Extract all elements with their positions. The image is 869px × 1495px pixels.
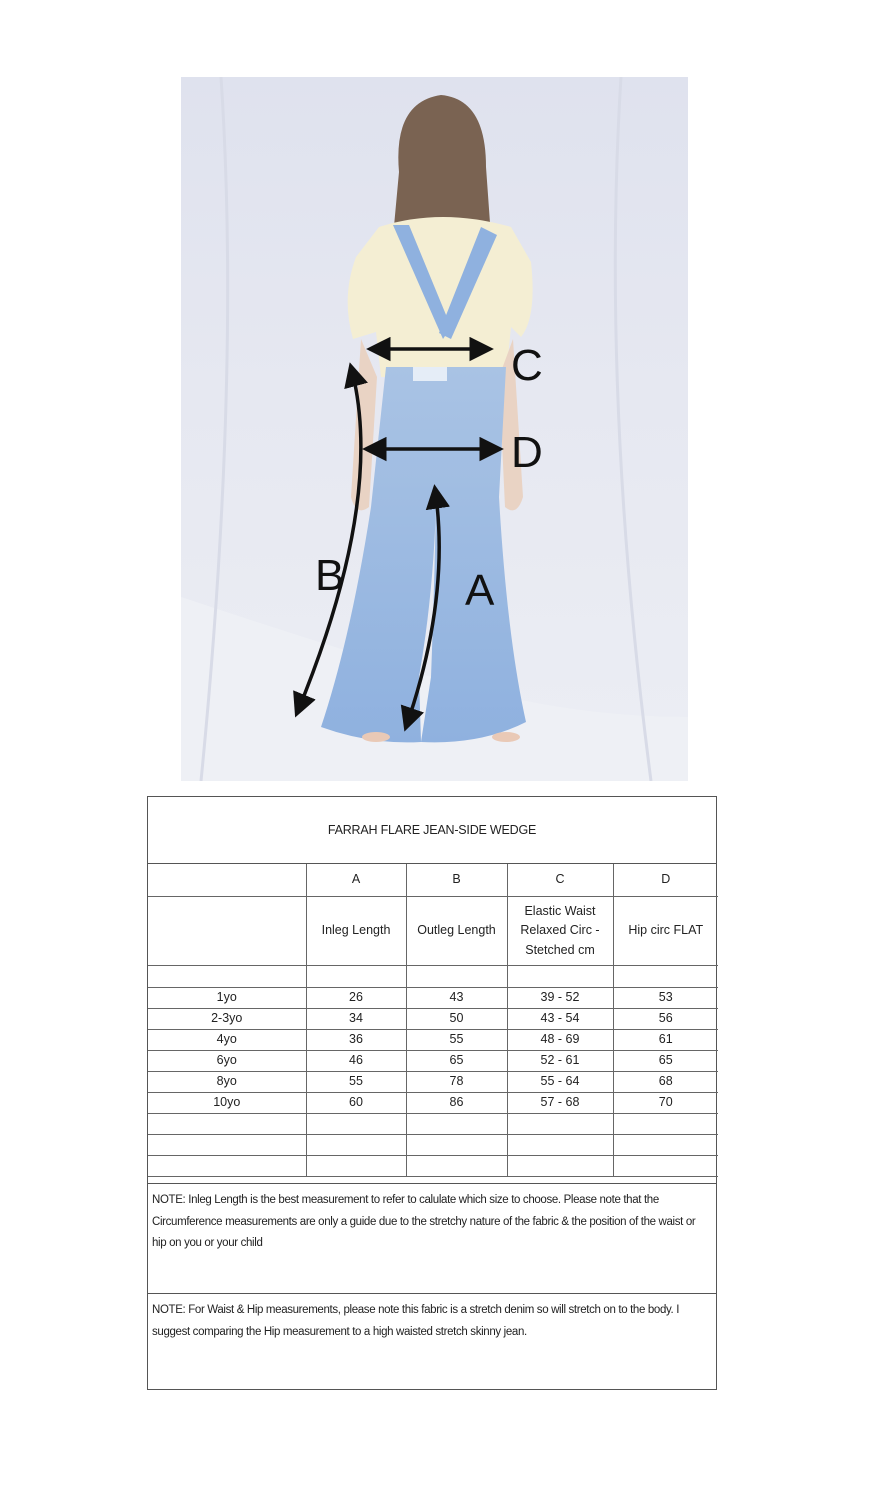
- hip-cell: 61: [613, 1030, 718, 1051]
- empty-cell: [613, 1114, 718, 1135]
- empty-cell: [148, 1114, 306, 1135]
- outleg-cell: 55: [406, 1030, 507, 1051]
- table-row: [148, 1051, 718, 1072]
- empty-cell: [306, 1114, 406, 1135]
- empty-cell: [613, 1156, 718, 1177]
- header-waist: Elastic Waist Relaxed Circ - Stetched cm: [507, 897, 613, 966]
- waist-cell: 48 - 69: [507, 1030, 613, 1051]
- empty-cell: [406, 1135, 507, 1156]
- empty-cell: [148, 864, 306, 897]
- size-cell: 1yo: [148, 988, 306, 1009]
- chart-title: FARRAH FLARE JEAN-SIDE WEDGE: [148, 797, 716, 864]
- empty-cell: [613, 1135, 718, 1156]
- product-photo: [181, 77, 688, 781]
- left-arm: [351, 339, 377, 510]
- empty-cell: [306, 1135, 406, 1156]
- hip-cell: 53: [613, 988, 718, 1009]
- stretch-note: NOTE: For Waist & Hip measurements, please note this fabric is a stretch denim so will stretch on to the body. I suggest comparing the Hip measurement to a high waisted stretch skinny jean.: [148, 1293, 716, 1391]
- letter-d: D: [613, 864, 718, 897]
- letter-a: A: [306, 864, 406, 897]
- empty-cell: [507, 1135, 613, 1156]
- table-row: [148, 1093, 718, 1114]
- size-cell: 10yo: [148, 1093, 306, 1114]
- header-inleg: Inleg Length: [306, 897, 406, 966]
- empty-row: [148, 1135, 718, 1156]
- table-row: [148, 1030, 718, 1051]
- letter-b: B: [406, 864, 507, 897]
- size-table: [148, 864, 718, 1177]
- backdrop-crease: [615, 77, 651, 781]
- empty-cell: [507, 966, 613, 988]
- shirt: [348, 217, 533, 377]
- foot: [492, 732, 520, 742]
- table-row: [148, 988, 718, 1009]
- spacer-row: [148, 966, 718, 988]
- header-row: [148, 897, 718, 966]
- header-outleg: Outleg Length: [406, 897, 507, 966]
- empty-cell: [148, 897, 306, 966]
- inleg-cell: 36: [306, 1030, 406, 1051]
- empty-cell: [406, 1156, 507, 1177]
- hip-cell: 65: [613, 1051, 718, 1072]
- empty-cell: [613, 966, 718, 988]
- outleg-cell: 50: [406, 1009, 507, 1030]
- table-row: [148, 1009, 718, 1030]
- label-c: C: [511, 341, 543, 390]
- table-row: [148, 1072, 718, 1093]
- waist-cell: 55 - 64: [507, 1072, 613, 1093]
- size-cell: 6yo: [148, 1051, 306, 1072]
- waist-cell: 43 - 54: [507, 1009, 613, 1030]
- hip-cell: 68: [613, 1072, 718, 1093]
- size-cell: 8yo: [148, 1072, 306, 1093]
- outleg-cell: 78: [406, 1072, 507, 1093]
- empty-cell: [306, 966, 406, 988]
- empty-row: [148, 1114, 718, 1135]
- inleg-cell: 55: [306, 1072, 406, 1093]
- label-a: A: [465, 566, 495, 615]
- empty-cell: [148, 966, 306, 988]
- waist-tag: [413, 367, 447, 381]
- inleg-cell: 34: [306, 1009, 406, 1030]
- label-b: B: [315, 551, 345, 600]
- inleg-note: NOTE: Inleg Length is the best measurement to refer to calulate which size to choose. Please note that the Circumference measurements are only a guide due to the stretchy nature of the fabric & the position of the waist or hip on you or your child: [148, 1183, 716, 1293]
- hip-cell: 56: [613, 1009, 718, 1030]
- empty-cell: [306, 1156, 406, 1177]
- inleg-cell: 46: [306, 1051, 406, 1072]
- empty-cell: [148, 1135, 306, 1156]
- size-chart: [147, 796, 717, 1390]
- letter-c: C: [507, 864, 613, 897]
- empty-cell: [507, 1114, 613, 1135]
- outleg-cell: 43: [406, 988, 507, 1009]
- waist-cell: 57 - 68: [507, 1093, 613, 1114]
- header-hip: Hip circ FLAT: [613, 897, 718, 966]
- hip-cell: 70: [613, 1093, 718, 1114]
- inleg-cell: 60: [306, 1093, 406, 1114]
- label-d: D: [511, 428, 543, 477]
- letter-row: [148, 864, 718, 897]
- empty-cell: [148, 1156, 306, 1177]
- waist-cell: 52 - 61: [507, 1051, 613, 1072]
- empty-row: [148, 1156, 718, 1177]
- size-cell: 2-3yo: [148, 1009, 306, 1030]
- outleg-cell: 86: [406, 1093, 507, 1114]
- empty-cell: [507, 1156, 613, 1177]
- empty-cell: [406, 1114, 507, 1135]
- empty-cell: [406, 966, 507, 988]
- waist-cell: 39 - 52: [507, 988, 613, 1009]
- size-cell: 4yo: [148, 1030, 306, 1051]
- foot: [362, 732, 390, 742]
- measurement-illustration: [181, 77, 688, 781]
- inleg-cell: 26: [306, 988, 406, 1009]
- outleg-cell: 65: [406, 1051, 507, 1072]
